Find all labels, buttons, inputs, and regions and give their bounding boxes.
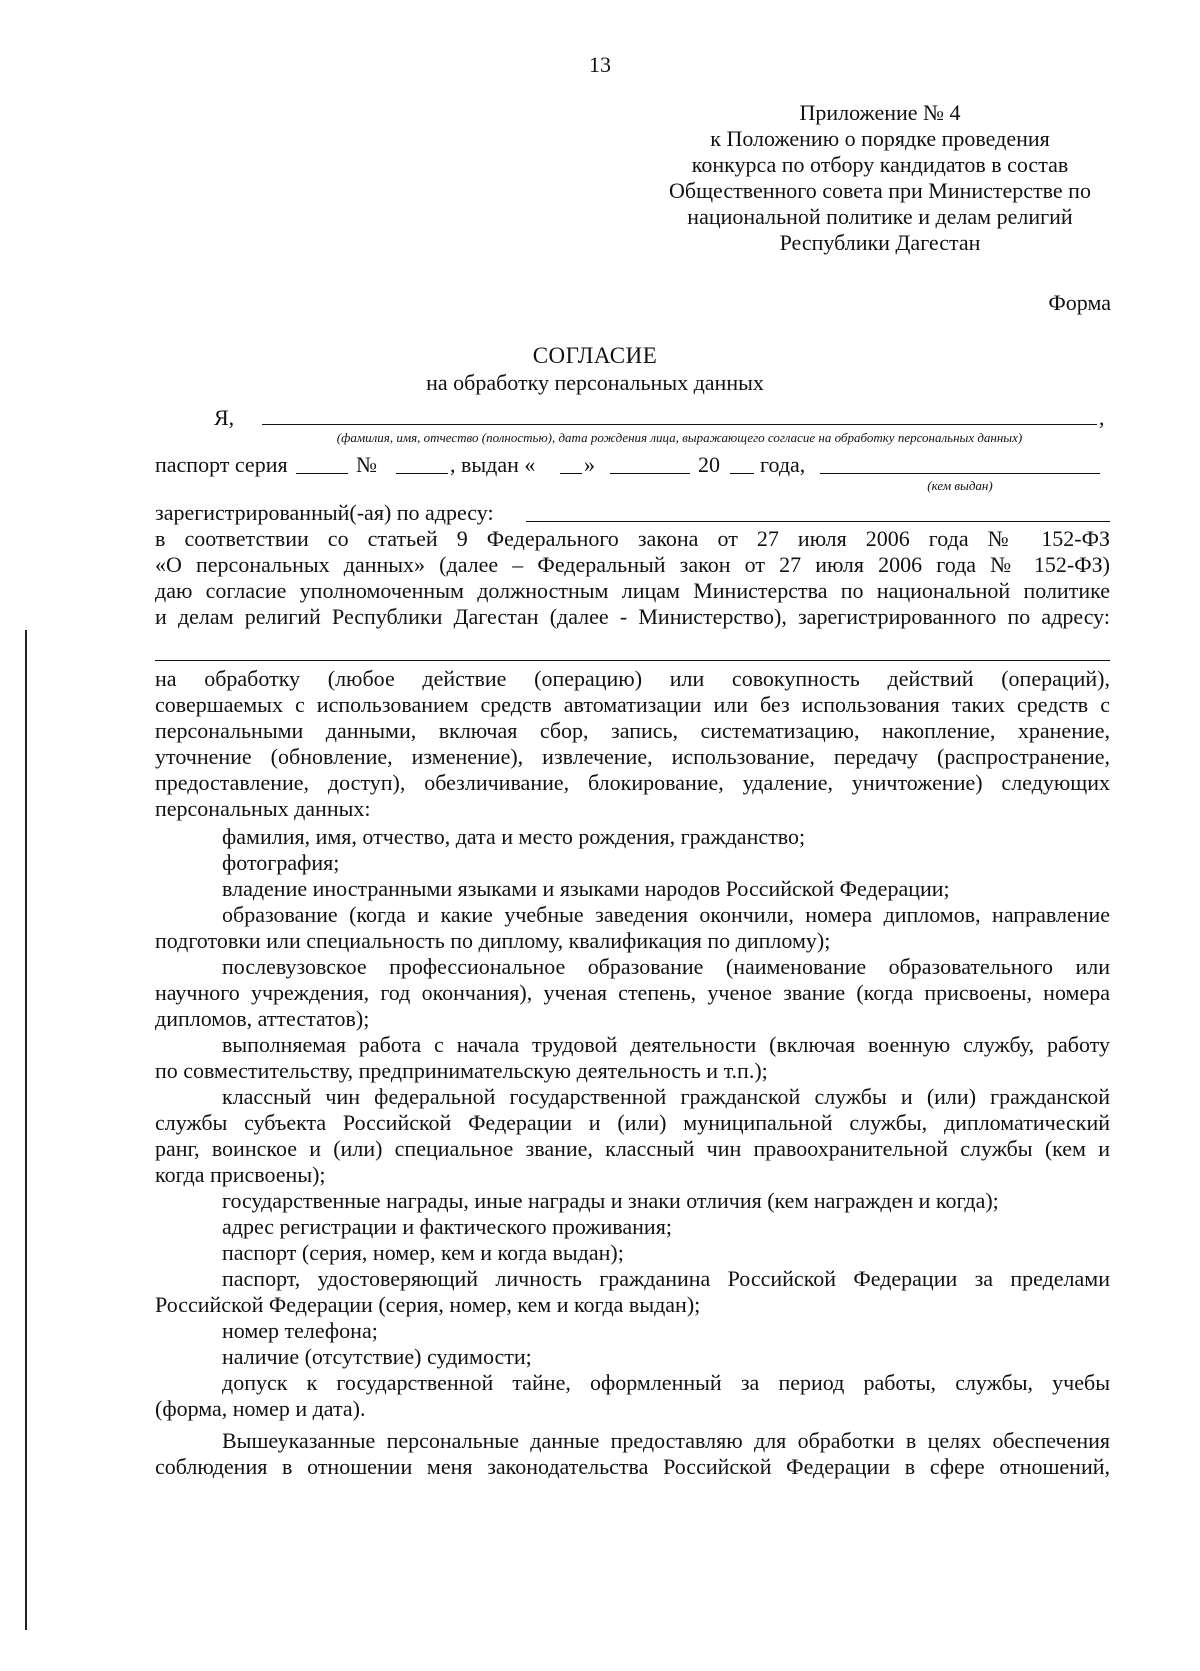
processing-line: на обработку (любое действие (операцию) или совокупность действий (операций), xyxy=(155,666,1110,691)
issue-month-field[interactable] xyxy=(610,473,690,474)
list-item: допуск к государственной тайне, оформленный за период работы, службы, учебы xyxy=(222,1370,1110,1395)
year-suffix: года, xyxy=(760,452,806,477)
list-item: послевузовское профессиональное образование (наименование образовательного или xyxy=(222,954,1110,979)
name-comma: , xyxy=(1099,405,1105,430)
list-item: образование (когда и какие учебные заведения окончили, номера дипломов, направление xyxy=(222,902,1110,927)
processing-line: персональными данными, включая сбор, запись, систематизацию, накопление, хранение, xyxy=(155,718,1110,743)
list-item: паспорт, удостоверяющий личность гражданина Российской Федерации за пределами xyxy=(222,1266,1110,1291)
appendix-line: конкурса по отбору кандидатов в состав xyxy=(691,152,1069,177)
quote-close: » xyxy=(584,452,595,477)
registered-label: зарегистрированный(-ая) по адресу: xyxy=(155,500,494,525)
body-line: даю согласие уполномоченным должностным лицам Министерства по национальной политике xyxy=(155,578,1110,603)
appendix-line: Приложение № 4 xyxy=(799,100,961,125)
list-item: адрес регистрации и фактического проживания; xyxy=(222,1214,672,1239)
list-item-continued: когда присвоены); xyxy=(155,1162,326,1187)
processing-line: персональных данных: xyxy=(155,796,371,821)
list-item-continued: по совместительству, предпринимательскую деятельность и т.п.); xyxy=(155,1058,768,1083)
list-item-continued: научного учреждения, год окончания), ученая степень, ученое звание (когда присвоены, номера xyxy=(155,980,1110,1005)
issued-by-caption: (кем выдан) xyxy=(927,478,993,493)
list-item-continued: службы субъекта Российской Федерации и (или) муниципальной службы, дипломатический xyxy=(155,1110,1110,1135)
final-paragraph-line: соблюдения в отношении меня законодательства Российской Федерации в сфере отношений, xyxy=(155,1454,1110,1479)
list-item: фамилия, имя, отчество, дата и место рождения, гражданство; xyxy=(222,824,806,849)
body-line: и делам религий Республики Дагестан (далее - Министерство), зарегистрированного по адресу: xyxy=(155,604,1110,629)
appendix-line: Республики Дагестан xyxy=(779,230,981,255)
final-paragraph-line: Вышеуказанные персональные данные предоставляю для обработки в целях обеспечения xyxy=(222,1428,1110,1453)
passport-series-field[interactable] xyxy=(296,473,348,474)
list-item-continued: (форма, номер и дата). xyxy=(155,1396,366,1421)
passport-number-label: № xyxy=(356,452,377,477)
issued-by-field[interactable] xyxy=(820,473,1100,474)
list-item-continued: подготовки или специальность по диплому, квалификация по диплому); xyxy=(155,928,831,953)
appendix-line: к Положению о порядке проведения xyxy=(710,126,1050,151)
list-item: классный чин федеральной государственной гражданской службы и (или) гражданской xyxy=(222,1084,1110,1109)
issue-year-field[interactable] xyxy=(730,473,754,474)
name-field-caption: (фамилия, имя, отчество (полностью), дата рождения лица, выражающего согласие на обработку персональных данных) xyxy=(336,430,1023,445)
body-line: в соответствии со статьей 9 Федерального закона от 27 июля 2006 года № 152-ФЗ xyxy=(155,526,1110,551)
list-item-continued: дипломов, аттестатов); xyxy=(155,1006,370,1031)
list-item: фотография; xyxy=(222,850,340,875)
year-prefix: 20 xyxy=(698,452,720,477)
scan-edge-mark xyxy=(25,630,27,1630)
page-number: 13 xyxy=(589,52,611,77)
list-item: государственные награды, иные награды и знаки отличия (кем награжден и когда); xyxy=(222,1188,999,1213)
i-label: Я, xyxy=(214,405,235,430)
passport-number-field[interactable] xyxy=(396,473,448,474)
list-item: владение иностранными языками и языками народов Российской Федерации; xyxy=(222,876,950,901)
processing-line: совершаемых с использованием средств автоматизации или без использования таких средств с xyxy=(155,692,1110,717)
form-label: Форма xyxy=(1048,290,1111,315)
document-title: СОГЛАСИЕ xyxy=(532,343,658,368)
list-item: номер телефона; xyxy=(222,1318,378,1343)
issued-label: , выдан « xyxy=(450,452,536,477)
processing-line: уточнение (обновление, изменение), извлечение, использование, передачу (распространение, xyxy=(155,744,1110,769)
list-item: наличие (отсутствие) судимости; xyxy=(222,1344,532,1369)
appendix-line: национальной политике и делам религий xyxy=(687,204,1073,229)
ministry-address-field[interactable] xyxy=(155,660,1110,661)
document-subtitle: на обработку персональных данных xyxy=(426,370,764,395)
appendix-line: Общественного совета при Министерстве по xyxy=(669,178,1091,203)
issue-day-field[interactable] xyxy=(560,473,582,474)
list-item: выполняемая работа с начала трудовой деятельности (включая военную службу, работу xyxy=(222,1032,1110,1057)
body-line: «О персональных данных» (далее – Федеральный закон от 27 июля 2006 года № 152-ФЗ) xyxy=(155,552,1110,577)
registered-address-field[interactable] xyxy=(526,521,1110,522)
list-item-continued: ранг, воинское и (или) специальное звание, классный чин правоохранительной службы (кем и xyxy=(155,1136,1110,1161)
processing-line: предоставление, доступ), обезличивание, блокирование, удаление, уничтожение) следующих xyxy=(155,770,1110,795)
list-item-continued: Российской Федерации (серия, номер, кем и когда выдан); xyxy=(155,1292,701,1317)
passport-series-label: паспорт серия xyxy=(155,452,288,477)
name-field-line[interactable] xyxy=(262,424,1097,425)
appendix-block xyxy=(600,100,1160,256)
list-item: паспорт (серия, номер, кем и когда выдан); xyxy=(222,1240,624,1265)
